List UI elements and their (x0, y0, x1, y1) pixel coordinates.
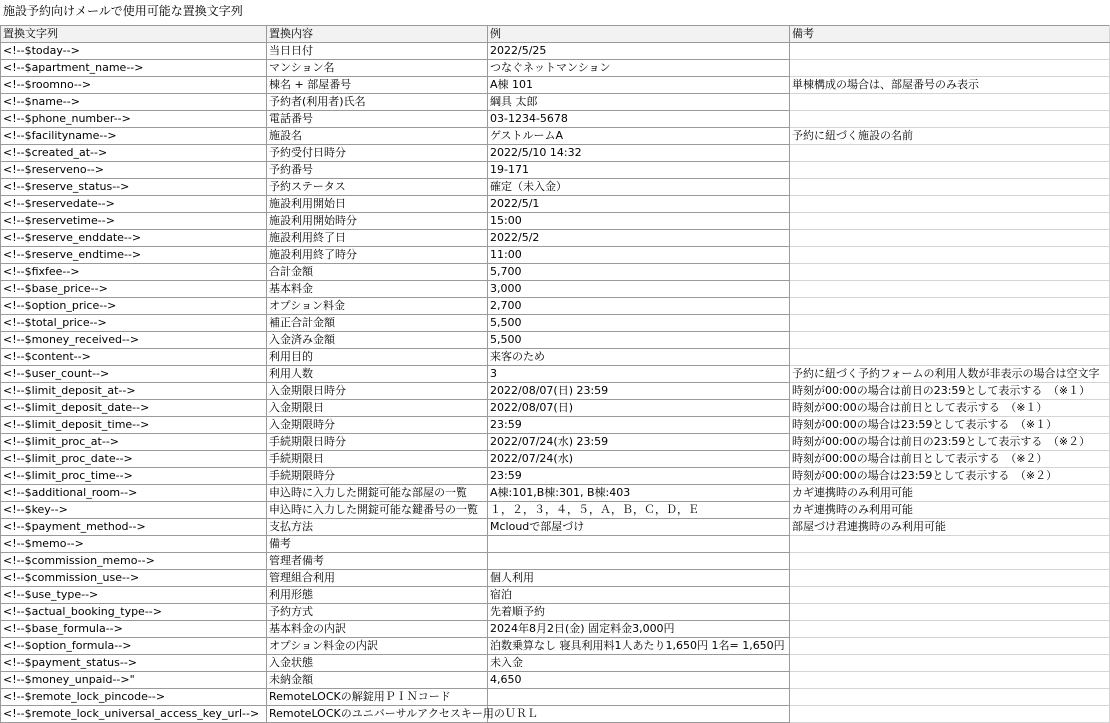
cell-content[interactable]: 入金期限時分 (267, 417, 488, 434)
cell-remarks[interactable] (790, 247, 1110, 264)
cell-placeholder[interactable]: <!--$payment_method--> (1, 519, 267, 536)
cell-example[interactable]: 宿泊 (488, 587, 790, 604)
header-cell-example[interactable]: 例 (488, 26, 790, 43)
cell-placeholder[interactable]: <!--$reserve_enddate--> (1, 230, 267, 247)
cell-content[interactable]: 利用目的 (267, 349, 488, 366)
header-cell-content[interactable]: 置換内容 (267, 26, 488, 43)
cell-remarks[interactable]: 時刻が00:00の場合は前日の23:59として表示する （※１） (790, 383, 1110, 400)
cell-content[interactable]: 予約番号 (267, 162, 488, 179)
cell-placeholder[interactable]: <!--$use_type--> (1, 587, 267, 604)
table-row (1, 60, 1110, 77)
cell-example[interactable]: 確定（未入金） (488, 179, 790, 196)
cell-example[interactable]: 綱具 太郎 (488, 94, 790, 111)
cell-example[interactable]: １，２，３，４，５，Ａ，Ｂ，Ｃ，Ｄ，Ｅ (488, 502, 790, 519)
table-row (1, 247, 1110, 264)
cell-placeholder[interactable]: <!--$memo--> (1, 536, 267, 553)
cell-content[interactable]: 備考 (267, 536, 488, 553)
table-row (1, 349, 1110, 366)
cell-placeholder[interactable]: <!--$phone_number--> (1, 111, 267, 128)
placeholder-table (0, 25, 1110, 723)
cell-content[interactable]: 入金期限日時分 (267, 383, 488, 400)
cell-content[interactable]: 施設利用終了時分 (267, 247, 488, 264)
cell-remarks[interactable] (790, 60, 1110, 77)
table-row (1, 638, 1110, 655)
table-row (1, 417, 1110, 434)
table-row (1, 383, 1110, 400)
table-row (1, 434, 1110, 451)
cell-remarks[interactable] (790, 43, 1110, 60)
cell-placeholder[interactable]: <!--$money_received--> (1, 332, 267, 349)
cell-content[interactable]: 入金期限日 (267, 400, 488, 417)
cell-remarks[interactable] (790, 145, 1110, 162)
cell-content[interactable]: RemoteLOCKのユニバーサルアクセスキー用のＵＲＬ (267, 706, 488, 723)
cell-remarks[interactable]: 時刻が00:00の場合は前日として表示する （※２） (790, 451, 1110, 468)
cell-placeholder[interactable]: <!--$content--> (1, 349, 267, 366)
cell-remarks[interactable]: 時刻が00:00の場合は前日として表示する （※１） (790, 400, 1110, 417)
cell-placeholder[interactable]: <!--$facilityname--> (1, 128, 267, 145)
cell-content[interactable]: 未納金額 (267, 672, 488, 689)
cell-remarks[interactable]: 予約に紐づく施設の名前 (790, 128, 1110, 145)
cell-example[interactable]: 個人利用 (488, 570, 790, 587)
table-row (1, 451, 1110, 468)
cell-example[interactable]: 23:59 (488, 417, 790, 434)
cell-content[interactable]: 棟名 + 部屋番号 (267, 77, 488, 94)
cell-content[interactable]: 補正合計金額 (267, 315, 488, 332)
cell-content[interactable]: 手続期限日時分 (267, 434, 488, 451)
table-row (1, 502, 1110, 519)
cell-content[interactable]: 手続期限日 (267, 451, 488, 468)
cell-placeholder[interactable]: <!--$limit_deposit_at--> (1, 383, 267, 400)
cell-remarks[interactable]: 時刻が00:00の場合は23:59として表示する （※１） (790, 417, 1110, 434)
cell-example[interactable]: 先着順予約 (488, 604, 790, 621)
table-row (1, 230, 1110, 247)
cell-content[interactable]: 管理組合利用 (267, 570, 488, 587)
table-row (1, 332, 1110, 349)
cell-remarks[interactable]: カギ連携時のみ利用可能 (790, 502, 1110, 519)
cell-example[interactable]: ゲストルームA (488, 128, 790, 145)
cell-example[interactable]: 来客のため (488, 349, 790, 366)
table-row (1, 111, 1110, 128)
cell-content[interactable]: オプション料金 (267, 298, 488, 315)
cell-remarks[interactable] (790, 111, 1110, 128)
cell-example[interactable]: 未入金 (488, 655, 790, 672)
cell-content[interactable]: 入金状態 (267, 655, 488, 672)
cell-remarks[interactable]: 時刻が00:00の場合は前日の23:59として表示する （※２） (790, 434, 1110, 451)
table-row (1, 128, 1110, 145)
cell-remarks[interactable]: 時刻が00:00の場合は23:59として表示する （※２） (790, 468, 1110, 485)
cell-content[interactable]: オプション料金の内訳 (267, 638, 488, 655)
cell-remarks[interactable] (790, 349, 1110, 366)
cell-example[interactable]: 2022/07/24(水) (488, 451, 790, 468)
cell-content[interactable]: 合計金額 (267, 264, 488, 281)
cell-content[interactable]: マンション名 (267, 60, 488, 77)
cell-remarks[interactable] (790, 94, 1110, 111)
table-row (1, 162, 1110, 179)
cell-content[interactable]: 施設利用終了日 (267, 230, 488, 247)
cell-placeholder[interactable]: <!--$option_formula--> (1, 638, 267, 655)
cell-example[interactable]: 2022/5/2 (488, 230, 790, 247)
cell-content[interactable]: 予約受付日時分 (267, 145, 488, 162)
table-row (1, 179, 1110, 196)
cell-placeholder[interactable]: <!--$total_price--> (1, 315, 267, 332)
cell-example[interactable]: 2022/5/1 (488, 196, 790, 213)
cell-remarks[interactable]: 予約に紐づく予約フォームの利用人数が非表示の場合は空文字 (790, 366, 1110, 383)
cell-remarks[interactable] (790, 553, 1110, 570)
table-row (1, 689, 1110, 706)
cell-example[interactable]: 3,000 (488, 281, 790, 298)
cell-placeholder[interactable]: <!--$reservetime--> (1, 213, 267, 230)
cell-placeholder[interactable]: <!--$limit_proc_date--> (1, 451, 267, 468)
table-row (1, 264, 1110, 281)
cell-example[interactable]: 2024年8月2日(金) 固定料金3,000円 (488, 621, 790, 638)
cell-example[interactable]: 5,500 (488, 332, 790, 349)
cell-remarks[interactable] (790, 604, 1110, 621)
table-row (1, 468, 1110, 485)
cell-placeholder[interactable]: <!--$limit_deposit_time--> (1, 417, 267, 434)
cell-example[interactable]: 11:00 (488, 247, 790, 264)
header-cell-remarks[interactable]: 備考 (790, 26, 1110, 43)
cell-placeholder[interactable]: <!--$name--> (1, 94, 267, 111)
cell-example[interactable]: 2,700 (488, 298, 790, 315)
cell-placeholder[interactable]: <!--$reservedate--> (1, 196, 267, 213)
cell-example[interactable]: 03-1234-5678 (488, 111, 790, 128)
cell-example[interactable]: 2022/5/25 (488, 43, 790, 60)
table-row (1, 553, 1110, 570)
cell-content[interactable]: 支払方法 (267, 519, 488, 536)
cell-content[interactable]: 予約ステータス (267, 179, 488, 196)
cell-remarks[interactable] (790, 706, 1110, 723)
cell-placeholder[interactable]: <!--$today--> (1, 43, 267, 60)
cell-placeholder[interactable]: <!--$money_unpaid-->" (1, 672, 267, 689)
table-row (1, 94, 1110, 111)
cell-content[interactable]: 入金済み金額 (267, 332, 488, 349)
cell-placeholder[interactable]: <!--$fixfee--> (1, 264, 267, 281)
cell-placeholder[interactable]: <!--$remote_lock_universal_access_key_url--> (1, 706, 267, 723)
cell-example[interactable]: 15:00 (488, 213, 790, 230)
table-row (1, 196, 1110, 213)
cell-example[interactable]: 23:59 (488, 468, 790, 485)
cell-remarks[interactable]: カギ連携時のみ利用可能 (790, 485, 1110, 502)
cell-content[interactable]: 基本料金 (267, 281, 488, 298)
table-row (1, 570, 1110, 587)
table-row (1, 587, 1110, 604)
table-row (1, 672, 1110, 689)
cell-remarks[interactable]: 単棟構成の場合は、部屋番号のみ表示 (790, 77, 1110, 94)
cell-example[interactable]: 5,700 (488, 264, 790, 281)
cell-content[interactable]: 基本料金の内訳 (267, 621, 488, 638)
cell-placeholder[interactable]: <!--$limit_deposit_date--> (1, 400, 267, 417)
cell-example[interactable]: 3 (488, 366, 790, 383)
table-row (1, 400, 1110, 417)
table-row (1, 519, 1110, 536)
cell-placeholder[interactable]: <!--$reserveno--> (1, 162, 267, 179)
cell-placeholder[interactable]: <!--$commission_memo--> (1, 553, 267, 570)
table-row (1, 366, 1110, 383)
cell-placeholder[interactable]: <!--$base_formula--> (1, 621, 267, 638)
cell-placeholder[interactable]: <!--$user_count--> (1, 366, 267, 383)
cell-example[interactable]: 2022/07/24(水) 23:59 (488, 434, 790, 451)
cell-placeholder[interactable]: <!--$limit_proc_at--> (1, 434, 267, 451)
cell-example[interactable]: A棟:101,B棟:301, B棟:403 (488, 485, 790, 502)
cell-placeholder[interactable]: <!--$base_price--> (1, 281, 267, 298)
table-row (1, 621, 1110, 638)
cell-example[interactable]: 5,500 (488, 315, 790, 332)
table-row (1, 604, 1110, 621)
cell-remarks[interactable] (790, 179, 1110, 196)
cell-example[interactable] (488, 689, 790, 706)
cell-example[interactable]: 2022/08/07(日) 23:59 (488, 383, 790, 400)
table-row (1, 43, 1110, 60)
table-row (1, 145, 1110, 162)
cell-remarks[interactable] (790, 689, 1110, 706)
cell-placeholder[interactable]: <!--$payment_status--> (1, 655, 267, 672)
table-row (1, 536, 1110, 553)
cell-content[interactable]: 手続期限時分 (267, 468, 488, 485)
cell-placeholder[interactable]: <!--$reserve_endtime--> (1, 247, 267, 264)
cell-example[interactable] (488, 536, 790, 553)
cell-content[interactable]: 利用形態 (267, 587, 488, 604)
header-cell-placeholder[interactable]: 置換文字列 (1, 26, 267, 43)
cell-example[interactable]: 19-171 (488, 162, 790, 179)
cell-content[interactable]: 施設利用開始時分 (267, 213, 488, 230)
cell-placeholder[interactable]: <!--$reserve_status--> (1, 179, 267, 196)
cell-example[interactable] (488, 553, 790, 570)
cell-placeholder[interactable]: <!--$created_at--> (1, 145, 267, 162)
table-row (1, 281, 1110, 298)
cell-placeholder[interactable]: <!--$limit_proc_time--> (1, 468, 267, 485)
table-row (1, 213, 1110, 230)
cell-placeholder[interactable]: <!--$additional_room--> (1, 485, 267, 502)
cell-content[interactable]: 管理者備考 (267, 553, 488, 570)
cell-content[interactable]: 施設名 (267, 128, 488, 145)
cell-example[interactable]: 4,650 (488, 672, 790, 689)
cell-placeholder[interactable]: <!--$remote_lock_pincode--> (1, 689, 267, 706)
cell-remarks[interactable] (790, 162, 1110, 179)
cell-content[interactable]: 予約方式 (267, 604, 488, 621)
cell-remarks[interactable] (790, 587, 1110, 604)
cell-example[interactable]: 泊数乗算なし 寝具利用料1人あたり1,650円 1名= 1,650円 (488, 638, 790, 655)
cell-remarks[interactable] (790, 281, 1110, 298)
cell-remarks[interactable] (790, 196, 1110, 213)
cell-example[interactable]: 2022/5/10 14:32 (488, 145, 790, 162)
cell-placeholder[interactable]: <!--$option_price--> (1, 298, 267, 315)
cell-example[interactable]: つなぐネットマンション (488, 60, 790, 77)
cell-content[interactable]: 電話番号 (267, 111, 488, 128)
cell-remarks[interactable] (790, 230, 1110, 247)
cell-content[interactable]: 予約者(利用者)氏名 (267, 94, 488, 111)
cell-content[interactable]: 施設利用開始日 (267, 196, 488, 213)
cell-remarks[interactable] (790, 655, 1110, 672)
table-row (1, 77, 1110, 94)
cell-content[interactable]: 利用人数 (267, 366, 488, 383)
cell-content[interactable]: 当日日付 (267, 43, 488, 60)
cell-example[interactable]: Mcloudで部屋づけ (488, 519, 790, 536)
cell-remarks[interactable] (790, 536, 1110, 553)
cell-remarks[interactable] (790, 213, 1110, 230)
cell-remarks[interactable] (790, 315, 1110, 332)
cell-placeholder[interactable]: <!--$apartment_name--> (1, 60, 267, 77)
cell-example[interactable]: A棟 101 (488, 77, 790, 94)
cell-remarks[interactable]: 部屋づけ君連携時のみ利用可能 (790, 519, 1110, 536)
cell-remarks[interactable] (790, 332, 1110, 349)
table-row (1, 706, 1110, 723)
cell-placeholder[interactable]: <!--$key--> (1, 502, 267, 519)
cell-remarks[interactable] (790, 570, 1110, 587)
cell-placeholder[interactable]: <!--$commission_use--> (1, 570, 267, 587)
table-row (1, 298, 1110, 315)
cell-remarks[interactable] (790, 672, 1110, 689)
cell-content[interactable]: 申込時に入力した開錠可能な部屋の一覧 (267, 485, 488, 502)
table-row (1, 485, 1110, 502)
table-row (1, 655, 1110, 672)
sheet-title: 施設予約向けメールで使用可能な置換文字列 (3, 4, 243, 18)
cell-remarks[interactable] (790, 638, 1110, 655)
table-row (1, 315, 1110, 332)
header-row (1, 26, 1110, 43)
cell-placeholder[interactable]: <!--$roomno--> (1, 77, 267, 94)
cell-example[interactable]: 2022/08/07(日) (488, 400, 790, 417)
cell-remarks[interactable] (790, 264, 1110, 281)
cell-placeholder[interactable]: <!--$actual_booking_type--> (1, 604, 267, 621)
cell-remarks[interactable] (790, 621, 1110, 638)
cell-content[interactable]: 申込時に入力した開錠可能な鍵番号の一覧 (267, 502, 488, 519)
cell-remarks[interactable] (790, 298, 1110, 315)
cell-content[interactable]: RemoteLOCKの解錠用ＰＩＮコード (267, 689, 488, 706)
